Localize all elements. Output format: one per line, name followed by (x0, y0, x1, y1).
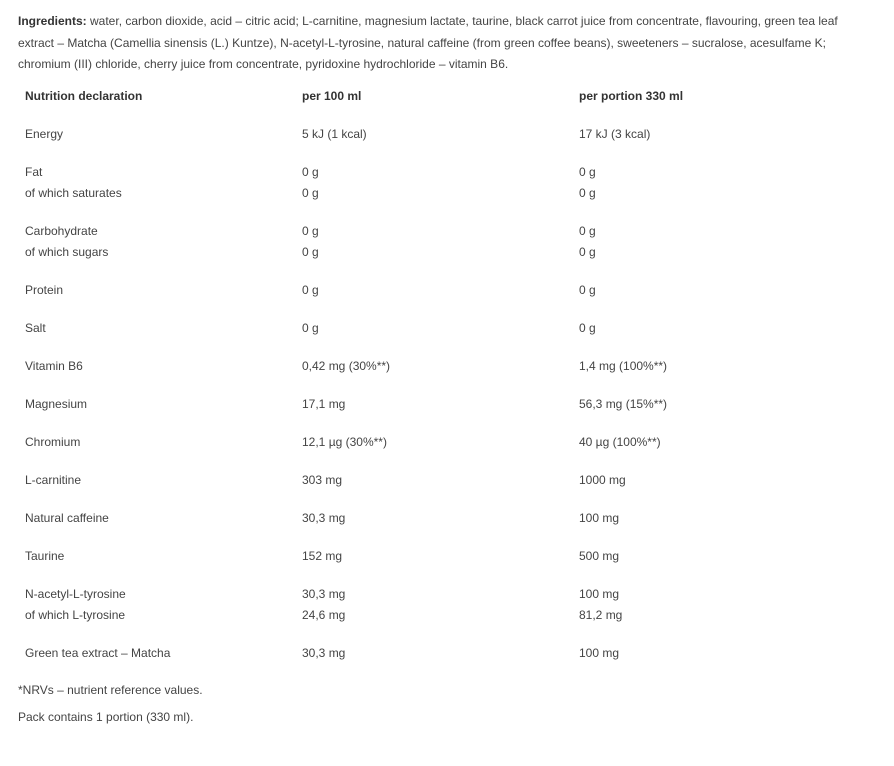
per-100ml-value: 152 mg (302, 549, 343, 563)
nutrient-name: Chromium (25, 435, 81, 449)
per-portion-value: 100 mg (579, 646, 620, 660)
header-per-portion: per portion 330 ml (579, 89, 684, 103)
nutrient-name: Carbohydrate of which sugars (25, 224, 109, 259)
table-row (25, 124, 865, 162)
table-row (25, 162, 865, 221)
per-portion-value: 1000 mg (579, 473, 626, 487)
nutrient-name: Magnesium (25, 397, 88, 411)
table-row (25, 546, 865, 584)
per-portion-value: 56,3 mg (15%**) (579, 397, 668, 411)
per-portion-value: 0 g (579, 283, 596, 297)
table-row (25, 584, 865, 643)
per-100ml-value: 0 g 0 g (302, 165, 319, 200)
table-row (25, 432, 865, 470)
nutrient-name: Vitamin B6 (25, 359, 83, 373)
per-portion-value: 100 mg 81,2 mg (579, 587, 623, 622)
per-portion-value: 17 kJ (3 kcal) (579, 127, 651, 141)
per-portion-value: 40 µg (100%**) (579, 435, 661, 449)
table-row (25, 356, 865, 394)
per-100ml-value: 5 kJ (1 kcal) (302, 127, 367, 141)
nutrient-name: Fat of which saturates (25, 165, 122, 200)
nutrient-name: Green tea extract – Matcha (25, 646, 171, 660)
nutrient-name: Taurine (25, 549, 65, 563)
per-100ml-value: 0 g (302, 321, 319, 335)
per-portion-value: 0 g (579, 321, 596, 335)
nutrition-table-header (25, 86, 865, 124)
per-portion-value: 1,4 mg (100%**) (579, 359, 668, 373)
nutrient-name: L-carnitine (25, 473, 82, 487)
pack-footnote: Pack contains 1 portion (330 ml). (18, 710, 194, 724)
per-portion-value: 500 mg (579, 549, 620, 563)
per-portion-value: 100 mg (579, 511, 620, 525)
table-row (25, 318, 865, 356)
ingredients-text: water, carbon dioxide, acid – citric acid; L-carnitine, magnesium lactate, taurine, black carrot juice from concentrate, flavouring, green tea leaf extract – Matcha (Camellia sinensis (L.) Kuntze), N-acetyl-L-tyrosine, natural caffeine (from green coffee beans), sweeteners – sucralose, acesulfame K; chromium (III) chloride, cherry juice from concentrate, pyridoxine hydrochloride – vitamin B6. (18, 14, 838, 71)
per-portion-value: 0 g 0 g (579, 224, 596, 259)
table-row (25, 280, 865, 318)
per-100ml-value: 303 mg (302, 473, 343, 487)
nutrient-name: Protein (25, 283, 64, 297)
per-100ml-value: 30,3 mg (302, 511, 346, 525)
per-100ml-value: 12,1 µg (30%**) (302, 435, 387, 449)
per-100ml-value: 0,42 mg (30%**) (302, 359, 391, 373)
per-100ml-value: 0 g (302, 283, 319, 297)
per-100ml-value: 30,3 mg (302, 646, 346, 660)
per-portion-value: 0 g 0 g (579, 165, 596, 200)
table-row (25, 394, 865, 432)
header-nutrition-declaration: Nutrition declaration (25, 89, 143, 103)
table-row (25, 643, 865, 677)
table-row (25, 221, 865, 280)
nutrient-name: Energy (25, 127, 64, 141)
nutrition-table (25, 86, 865, 677)
ingredients-label: Ingredients: (18, 14, 87, 28)
per-100ml-value: 30,3 mg 24,6 mg (302, 587, 346, 622)
per-100ml-value: 17,1 mg (302, 397, 346, 411)
nutrient-name: Salt (25, 321, 46, 335)
table-row (25, 508, 865, 546)
nutrient-name: N-acetyl-L-tyrosine of which L-tyrosine (25, 587, 126, 622)
nutrient-name: Natural caffeine (25, 511, 109, 525)
header-per-100ml: per 100 ml (302, 89, 362, 103)
table-row (25, 470, 865, 508)
nrv-footnote: *NRVs – nutrient reference values. (18, 683, 203, 697)
ingredients-paragraph (18, 11, 848, 76)
per-100ml-value: 0 g 0 g (302, 224, 319, 259)
